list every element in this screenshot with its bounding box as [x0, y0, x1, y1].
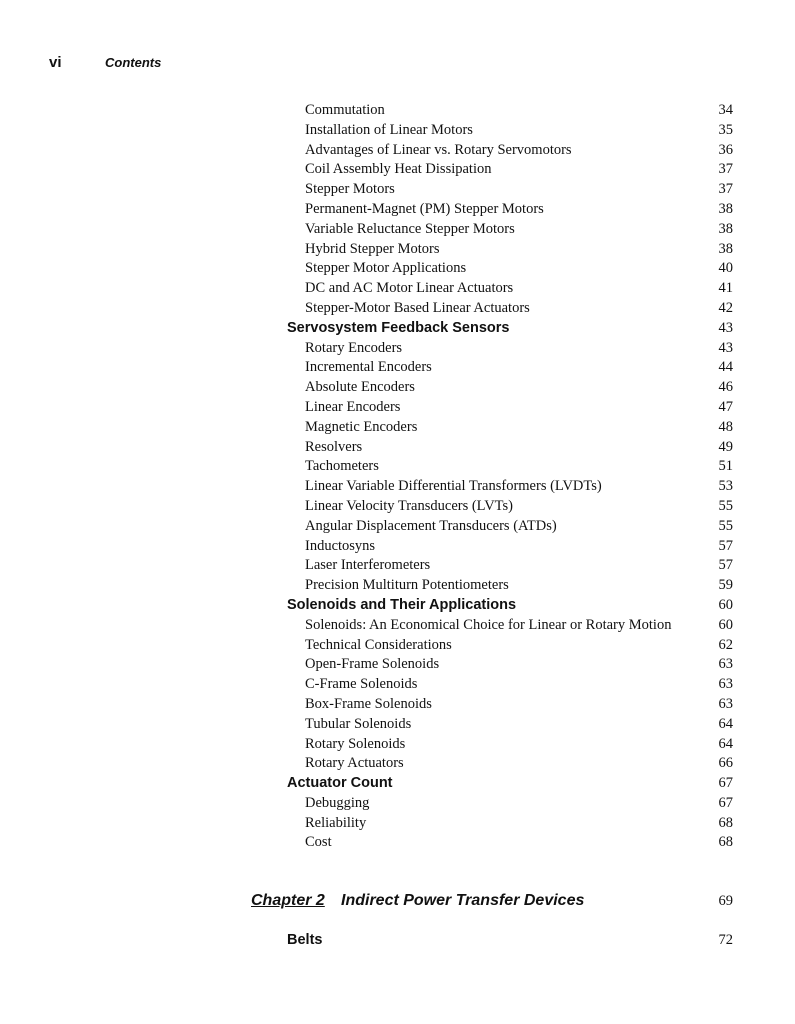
toc-entry-page: 47	[718, 398, 733, 415]
toc-entry[interactable]	[0, 141, 795, 161]
toc-entry-title: Cost	[305, 834, 332, 851]
toc-entry-title: Debugging	[305, 794, 370, 811]
toc-entry[interactable]	[0, 121, 795, 141]
toc-entry[interactable]	[0, 616, 795, 636]
toc-entry[interactable]	[0, 715, 795, 735]
toc-entry[interactable]	[0, 240, 795, 260]
section-page: 72	[718, 932, 733, 948]
toc-entry[interactable]	[0, 101, 795, 121]
toc-entry-page: 67	[718, 794, 733, 811]
toc-entry-title: Actuator Count	[287, 775, 393, 792]
toc-entry-page: 42	[718, 299, 733, 316]
toc-entry[interactable]	[0, 537, 795, 557]
toc-entry-page: 49	[718, 438, 733, 455]
toc-entry-title: Rotary Solenoids	[305, 735, 406, 752]
running-head-title: Contents	[105, 55, 162, 70]
toc-entry-page: 43	[718, 339, 733, 356]
toc-entry-title: Open-Frame Solenoids	[305, 656, 440, 673]
toc-entry-page: 59	[718, 577, 733, 594]
toc-entry[interactable]	[0, 636, 795, 656]
toc-entry-title: Precision Multiturn Potentiometers	[305, 577, 509, 594]
toc-entry[interactable]	[0, 497, 795, 517]
toc-entry-page: 34	[718, 102, 733, 118]
toc-entry-belts[interactable]	[0, 929, 795, 951]
toc-entry-page: 46	[718, 379, 733, 396]
toc-entry-page: 55	[718, 497, 733, 514]
toc-entry-title: Hybrid Stepper Motors	[305, 240, 440, 257]
toc-entry[interactable]	[0, 398, 795, 418]
chapter-title: Indirect Power Transfer Devices	[341, 892, 585, 909]
toc-entry-title: Rotary Encoders	[305, 339, 403, 356]
toc-entry-title: Absolute Encoders	[305, 379, 415, 396]
toc-entry[interactable]	[0, 814, 795, 834]
toc-entry-page: 48	[718, 418, 733, 435]
toc-entry-title: Tubular Solenoids	[305, 715, 412, 732]
toc-entry-page: 67	[718, 775, 733, 792]
page-number: vi	[49, 54, 62, 71]
toc-entry-page: 63	[718, 676, 733, 693]
toc-entry-title: Variable Reluctance Stepper Motors	[305, 220, 515, 237]
toc-entry-title: Linear Velocity Transducers (LVTs)	[305, 497, 513, 514]
toc-entry[interactable]	[0, 200, 795, 220]
toc-entry-page: 43	[718, 319, 733, 336]
toc-entry-title: Rotary Actuators	[305, 755, 404, 772]
toc-list	[0, 101, 795, 853]
toc-entry-page: 40	[718, 260, 733, 277]
toc-entry-title: Linear Encoders	[305, 398, 401, 415]
toc-entry-title: C-Frame Solenoids	[305, 676, 418, 693]
toc-entry[interactable]	[0, 299, 795, 319]
toc-entry-page: 68	[718, 814, 733, 831]
toc-entry-title: Technical Considerations	[305, 636, 452, 653]
toc-entry-page: 60	[718, 596, 733, 613]
toc-entry[interactable]	[0, 220, 795, 240]
toc-entry[interactable]	[0, 675, 795, 695]
toc-entry-title: Permanent-Magnet (PM) Stepper Motors	[305, 200, 544, 217]
toc-entry-page: 55	[718, 517, 733, 534]
toc-entry-page: 37	[718, 181, 733, 198]
toc-entry-title: Tachometers	[305, 458, 379, 475]
toc-entry-title: Advantages of Linear vs. Rotary Servomotors	[305, 141, 572, 158]
toc-entry[interactable]	[0, 754, 795, 774]
toc-entry[interactable]	[0, 438, 795, 458]
toc-entry-title: Laser Interferometers	[305, 557, 431, 574]
toc-entry-page: 37	[718, 161, 733, 178]
chapter-page: 69	[718, 893, 733, 909]
toc-entry-title: Stepper Motor Applications	[305, 260, 467, 277]
toc-entry-page: 63	[718, 695, 733, 712]
toc-section-entry[interactable]	[0, 774, 795, 794]
toc-entry[interactable]	[0, 279, 795, 299]
toc-entry-page: 68	[718, 834, 733, 851]
toc-entry-title: Box-Frame Solenoids	[305, 695, 432, 712]
toc-entry-title: Solenoids and Their Applications	[287, 596, 517, 613]
toc-entry-page: 57	[718, 557, 733, 574]
toc-entry[interactable]	[0, 576, 795, 596]
toc-entry-page: 64	[718, 735, 733, 752]
running-head	[49, 54, 161, 74]
toc-entry-title: Stepper-Motor Based Linear Actuators	[305, 299, 530, 316]
toc-entry-page: 38	[718, 240, 733, 257]
toc-entry-page: 35	[718, 121, 733, 138]
toc-entry-title: Solenoids: An Economical Choice for Linear or Rotary Motion	[305, 616, 672, 633]
toc-entry-title: Coil Assembly Heat Dissipation	[305, 161, 492, 178]
toc-entry-title: Angular Displacement Transducers (ATDs)	[305, 517, 557, 534]
toc-entry-page: 38	[718, 220, 733, 237]
toc-entry-page: 38	[718, 200, 733, 217]
toc-entry[interactable]	[0, 833, 795, 853]
toc-entry-page: 60	[718, 616, 733, 633]
toc-entry[interactable]	[0, 378, 795, 398]
toc-entry[interactable]	[0, 259, 795, 279]
toc-entry[interactable]	[0, 794, 795, 814]
toc-entry-title: Stepper Motors	[305, 181, 395, 198]
toc-entry[interactable]	[0, 180, 795, 200]
toc-entry-title: Commutation	[305, 102, 385, 118]
toc-entry-page: 66	[718, 755, 733, 772]
toc-entry-title: Reliability	[305, 814, 367, 831]
toc-entry-title: Linear Variable Differential Transformers (LVDTs)	[305, 478, 602, 495]
toc-entry-page: 36	[718, 141, 733, 158]
toc-entry-page: 57	[718, 537, 733, 554]
toc-entry-page: 64	[718, 715, 733, 732]
toc-entry-title: Installation of Linear Motors	[305, 121, 473, 138]
toc-entry-page: 51	[718, 458, 733, 475]
toc-entry[interactable]	[0, 339, 795, 359]
toc-entry[interactable]	[0, 477, 795, 497]
toc-entry[interactable]	[0, 358, 795, 378]
toc-entry-page: 53	[718, 478, 733, 495]
toc-entry[interactable]	[0, 517, 795, 537]
chapter-heading[interactable]	[0, 889, 795, 913]
toc-section-entry[interactable]	[0, 596, 795, 616]
toc-section-entry[interactable]	[0, 319, 795, 339]
toc-entry-title: Magnetic Encoders	[305, 418, 418, 435]
toc-entry-page: 63	[718, 656, 733, 673]
toc-entry-page: 41	[718, 280, 733, 297]
toc-entry-page: 62	[718, 636, 733, 653]
toc-entry[interactable]	[0, 418, 795, 438]
toc-entry[interactable]	[0, 655, 795, 675]
toc-entry[interactable]	[0, 160, 795, 180]
toc-entry[interactable]	[0, 735, 795, 755]
chapter-number: Chapter 2	[251, 892, 325, 909]
toc-entry-title: Inductosyns	[305, 537, 376, 554]
section-title: Belts	[287, 932, 323, 948]
toc-entry-page: 44	[718, 359, 733, 376]
toc-entry[interactable]	[0, 457, 795, 477]
toc-entry[interactable]	[0, 556, 795, 576]
toc-entry-title: Resolvers	[305, 438, 363, 455]
toc-entry-title: Servosystem Feedback Sensors	[287, 319, 510, 336]
toc-entry[interactable]	[0, 695, 795, 715]
toc-entry-title: Incremental Encoders	[305, 359, 432, 376]
toc-entry-title: DC and AC Motor Linear Actuators	[305, 280, 514, 297]
